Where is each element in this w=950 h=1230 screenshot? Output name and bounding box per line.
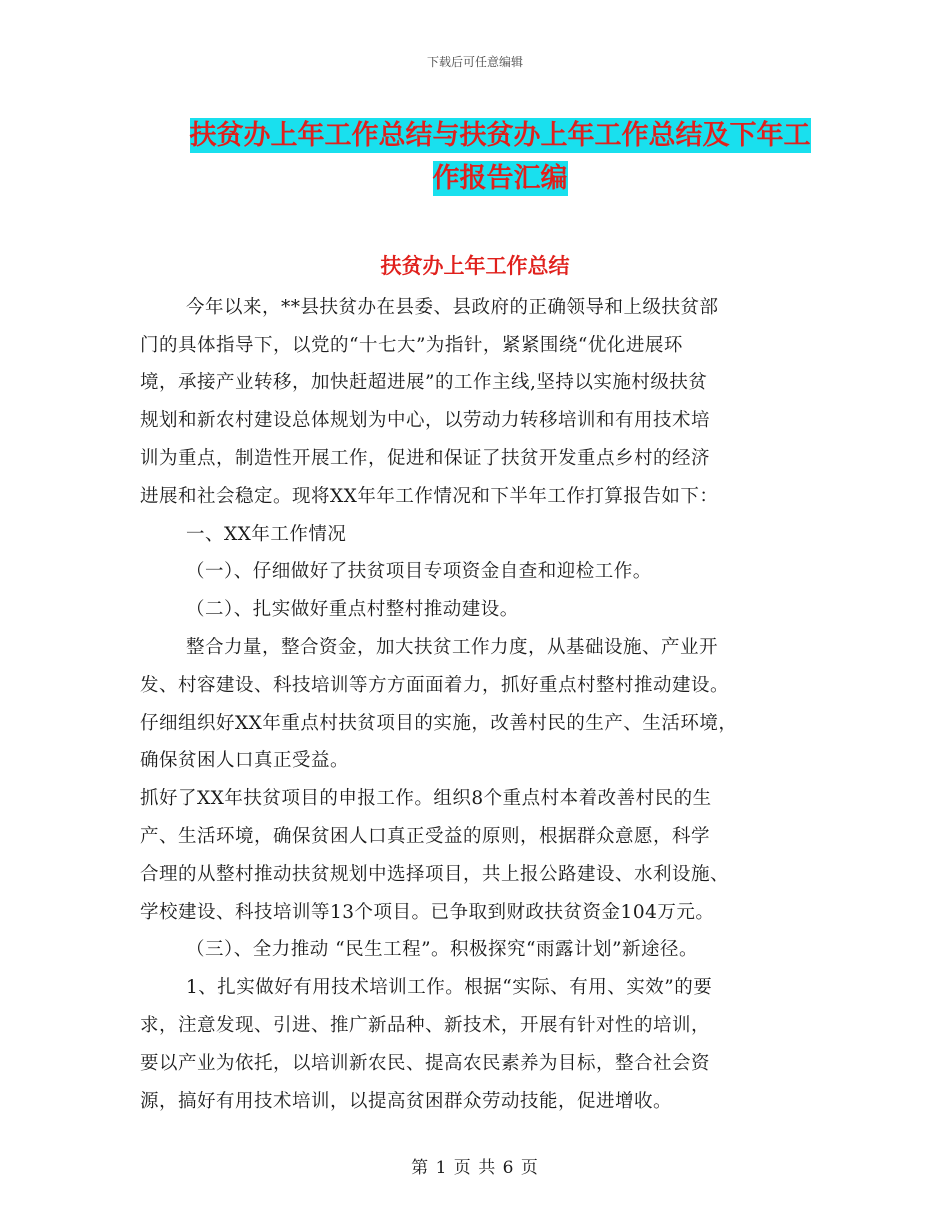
body-line: 训为重点，制造性开展工作，促进和保证了扶贫开发重点乡村的经济 [140,448,711,469]
body-line: 求，注意发现、引进、推广新品种、新技术，开展有针对性的培训， [140,1015,711,1036]
body-line: 源，搞好有用技术培训，以提高贫困群众劳动技能，促进增收。 [140,1091,673,1112]
document-title-line-1 [140,113,860,152]
subsection-heading: （三）、全力推动 “民生工程”。积极探究“雨露计划”新途径。 [186,939,698,960]
title-highlight-2: 作报告汇编 [432,163,568,194]
body-line: 发、村容建设、科技培训等方方面面着力，抓好重点村整村推动建设。 [140,675,730,696]
body-line: 抓好了XX年扶贫项目的申报工作。组织8个重点村本着改善村民的生 [140,788,712,809]
body-line: 产、生活环境，确保贫困人口真正受益的原则，根据群众意愿，科学 [140,826,711,847]
body-line: 境，承接产业转移，加快赶超进展”的工作主线,坚持以实施村级扶贫 [140,372,708,393]
subsection-heading: （二）、扎实做好重点村整村推动建设。 [186,599,519,620]
body-line: 要以产业为依托，以培训新农民、提高农民素养为目标，整合社会资 [140,1053,711,1074]
body-line: 规划和新农村建设总体规划为中心，以劳动力转移培训和有用技术培 [140,410,711,431]
body-line: 整合力量，整合资金，加大扶贫工作力度，从基础设施、产业开 [186,637,719,658]
body-line: 学校建设、科技培训等13个项目。已争取到财政扶贫资金104万元。 [140,902,715,923]
title-highlight-1: 扶贫办上年工作总结与扶贫办上年工作总结及下年工 [189,120,811,151]
body-line: 进展和社会稳定。现将XX年年工作情况和下半年工作打算报告如下： [140,486,719,507]
document-title-line-2 [140,156,860,195]
header-note: 下载后可任意编辑 [426,55,523,69]
subsection-heading: （一）、仔细做好了扶贫项目专项资金自查和迎检工作。 [186,561,652,582]
body-line: 合理的从整村推动扶贫规划中选择项目，共上报公路建设、水利设施、 [140,864,730,885]
section-heading: 一、XX年工作情况 [186,524,347,545]
body-line: 门的具体指导下，以党的“十七大”为指针，紧紧围绕“优化进展环 [140,335,683,356]
body-line: 确保贫困人口真正受益。 [140,750,350,771]
page-number-footer: 第 1 页 共 6 页 [411,1158,539,1178]
section-title: 扶贫办上年工作总结 [380,254,570,278]
body-line: 1、扎实做好有用技术培训工作。根据“实际、有用、实效”的要 [186,977,713,998]
body-line: 仔细组织好XX年重点村扶贫项目的实施，改善村民的生产、生活环境， [140,713,738,734]
body-line: 今年以来，**县扶贫办在县委、县政府的正确领导和上级扶贫部 [186,297,719,318]
